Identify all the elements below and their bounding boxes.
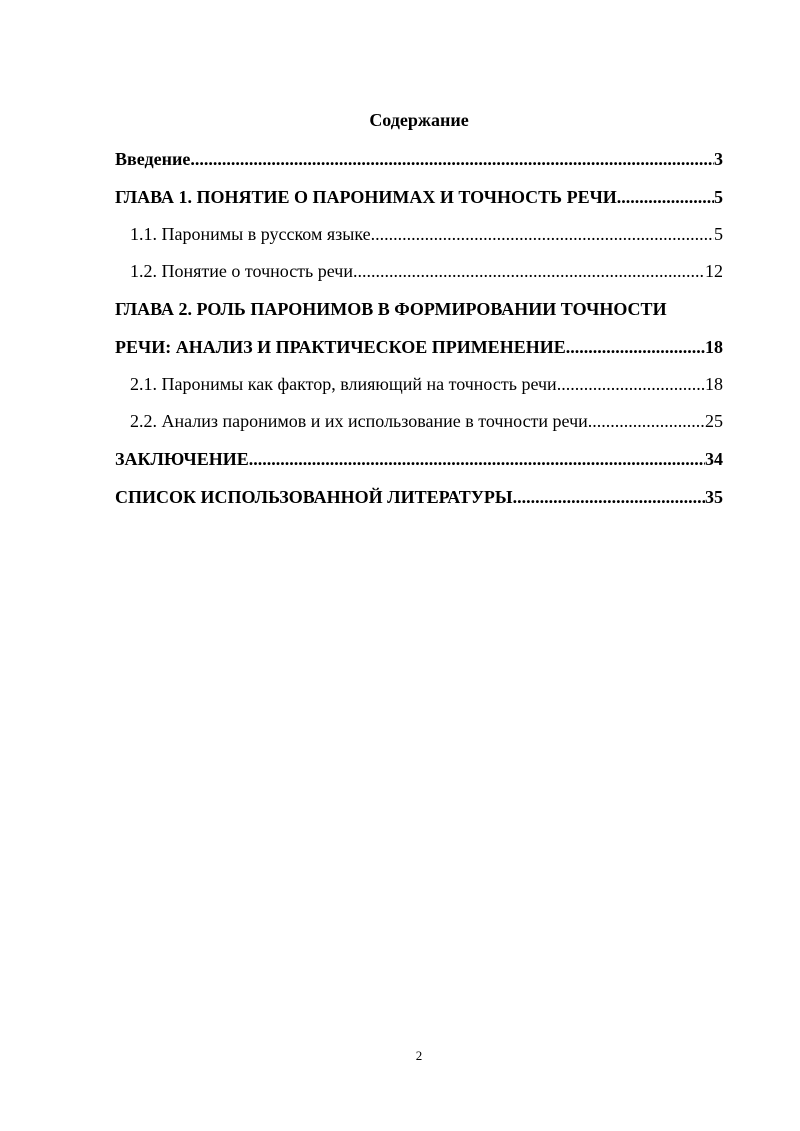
table-of-contents [115, 140, 723, 516]
toc-entry-page: 3 [714, 149, 723, 169]
dot-leader [557, 366, 705, 403]
toc-entry-section-2-2[interactable] [115, 403, 723, 440]
toc-entry-label: СПИСОК ИСПОЛЬЗОВАННОЙ ЛИТЕРАТУРЫ [115, 487, 513, 507]
toc-entry-chapter-2[interactable] [115, 290, 723, 366]
toc-entry-page: 12 [705, 261, 723, 281]
toc-entry-label-line-1: ГЛАВА 2. РОЛЬ ПАРОНИМОВ В ФОРМИРОВАНИИ ТОЧНОСТИ [115, 299, 667, 319]
toc-entry-label: Введение [115, 149, 191, 169]
dot-leader [190, 140, 714, 178]
dot-leader [249, 440, 705, 478]
toc-entry-label: 1.1. Паронимы в русском языке [130, 224, 371, 244]
dot-leader [566, 328, 705, 366]
toc-entry-page: 18 [705, 374, 723, 394]
toc-entry-page: 5 [714, 224, 723, 244]
toc-entry-section-2-1[interactable] [115, 366, 723, 403]
toc-entry-section-1-2[interactable] [115, 253, 723, 290]
toc-entry-page: 34 [705, 449, 723, 469]
dot-leader [617, 178, 714, 216]
toc-entry-label-line-2: РЕЧИ: АНАЛИЗ И ПРАКТИЧЕСКОЕ ПРИМЕНЕНИЕ [115, 337, 566, 357]
toc-entry-label: 2.2. Анализ паронимов и их использование в точности речи [130, 411, 588, 431]
toc-entry-chapter-2-line-2 [115, 328, 723, 366]
dot-leader [513, 478, 705, 516]
toc-entry-chapter-1[interactable] [115, 178, 723, 216]
dot-leader [371, 216, 714, 253]
toc-entry-label: 2.1. Паронимы как фактор, влияющий на точность речи [130, 374, 557, 394]
toc-entry-page: 25 [705, 411, 723, 431]
page-number: 2 [415, 1048, 423, 1063]
toc-entry-page: 35 [705, 487, 723, 507]
toc-entry-intro[interactable] [115, 140, 723, 178]
toc-entry-label: ЗАКЛЮЧЕНИЕ [115, 449, 249, 469]
toc-title: Содержание [369, 110, 469, 130]
toc-entry-page: 5 [714, 187, 723, 207]
dot-leader [588, 403, 705, 440]
toc-entry-references[interactable] [115, 478, 723, 516]
toc-entry-label: ГЛАВА 1. ПОНЯТИЕ О ПАРОНИМАХ И ТОЧНОСТЬ РЕЧИ [115, 187, 617, 207]
toc-entry-section-1-1[interactable] [115, 216, 723, 253]
dot-leader [353, 253, 705, 290]
toc-entry-conclusion[interactable] [115, 440, 723, 478]
toc-entry-page: 18 [705, 337, 723, 357]
toc-entry-label: 1.2. Понятие о точность речи [130, 261, 353, 281]
